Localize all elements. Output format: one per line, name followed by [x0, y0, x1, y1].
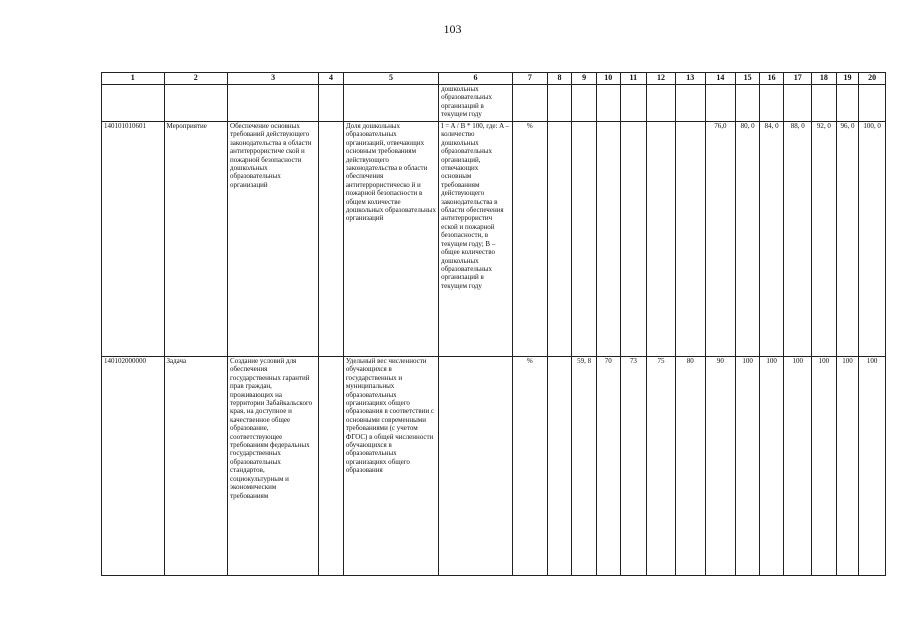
column-header: 1 — [102, 73, 165, 85]
value-cell: 76,0 — [705, 122, 736, 357]
type-cell: Мероприятие — [164, 122, 228, 357]
unit-cell: % — [512, 357, 547, 576]
column-header: 18 — [812, 73, 837, 85]
value-cell — [675, 122, 705, 357]
value-cell — [547, 357, 572, 576]
value-cell: 75 — [647, 357, 676, 576]
formula-cell: дошкольных образовательных организаций в текущем году — [439, 85, 513, 122]
cell-4 — [319, 357, 344, 576]
column-header: 9 — [572, 73, 597, 85]
column-header: 6 — [439, 73, 513, 85]
value-cell: 100 — [859, 357, 886, 576]
name-cell: Обеспечение основных требований действующего законодательства в области антитеррористиче ской и пожарной безопасности дошкольных образовательных организаций — [228, 122, 319, 357]
column-header: 15 — [736, 73, 760, 85]
table-row-activity — [102, 122, 886, 357]
unit-cell: % — [512, 122, 547, 357]
value-cell — [572, 122, 597, 357]
indicator-cell: Доля дошкольных образовательных организаций, отвечающих основным требованиям действующего законодательства в области обеспечения антитеррористическо й и пожарной безопасности в общем количестве дошкольных образовательных организаций — [343, 122, 438, 357]
name-cell: Создание условий для обеспечения государственных гарантий прав граждан, проживающих на территории Забайкальского края, на доступное и качественное общее образование, соответствующее требованиям федеральных государственных образовательных стандартов, социокультурным и экономическим требованиям — [228, 357, 319, 576]
value-cell: 92, 0 — [812, 122, 837, 357]
indicators-table — [101, 72, 886, 576]
code-cell: 140101010601 — [102, 122, 165, 357]
table-row-continued — [102, 85, 886, 122]
formula-cell — [439, 357, 513, 576]
page-number: 103 — [443, 22, 462, 36]
indicator-cell: Удельный вес численности обучающихся в государственных и муниципальных образовательных организациях общего образования в соответствии с основными современными требованиями (с учетом ФГОС) в общей численности обучающихся в образовательных организациях общего образования — [343, 357, 438, 576]
value-cell — [647, 122, 676, 357]
value-cell: 88, 0 — [784, 122, 812, 357]
value-cell: 84, 0 — [759, 122, 784, 357]
formula-cell: I = A / B * 100, где: A – количество дошкольных образовательных организаций, отвечающих основным требованиям действующего законодательства в области обеспечения антитеррористич еской и пожарной безопасности, в текущем году; B – общее количество дошкольных образовательных организаций в текущем году — [439, 122, 513, 357]
value-cell: 100 — [784, 357, 812, 576]
type-cell: Задача — [164, 357, 228, 576]
value-cell: 90 — [705, 357, 736, 576]
value-cell: 100, 0 — [859, 122, 886, 357]
cell-4 — [319, 122, 344, 357]
value-cell: 80, 0 — [736, 122, 760, 357]
value-cell: 100 — [736, 357, 760, 576]
value-cell: 100 — [812, 357, 837, 576]
value-cell: 80 — [675, 357, 705, 576]
column-header: 2 — [164, 73, 228, 85]
column-header: 4 — [319, 73, 344, 85]
value-cell: 70 — [596, 357, 620, 576]
value-cell: 59, 8 — [572, 357, 597, 576]
column-header: 10 — [596, 73, 620, 85]
value-cell: 100 — [836, 357, 859, 576]
column-header: 12 — [647, 73, 676, 85]
value-cell: 73 — [620, 357, 647, 576]
column-header: 3 — [228, 73, 319, 85]
column-header: 20 — [859, 73, 886, 85]
table-row-task — [102, 357, 886, 576]
column-header: 5 — [343, 73, 438, 85]
column-header: 7 — [512, 73, 547, 85]
column-header: 16 — [759, 73, 784, 85]
value-cell — [547, 122, 572, 357]
header-row — [102, 73, 886, 85]
column-header: 11 — [620, 73, 647, 85]
column-header: 17 — [784, 73, 812, 85]
column-header: 13 — [675, 73, 705, 85]
value-cell: 100 — [759, 357, 784, 576]
column-header: 19 — [836, 73, 859, 85]
value-cell — [620, 122, 647, 357]
code-cell: 140102000000 — [102, 357, 165, 576]
value-cell: 96, 0 — [836, 122, 859, 357]
column-header: 14 — [705, 73, 736, 85]
column-header: 8 — [547, 73, 572, 85]
value-cell — [596, 122, 620, 357]
